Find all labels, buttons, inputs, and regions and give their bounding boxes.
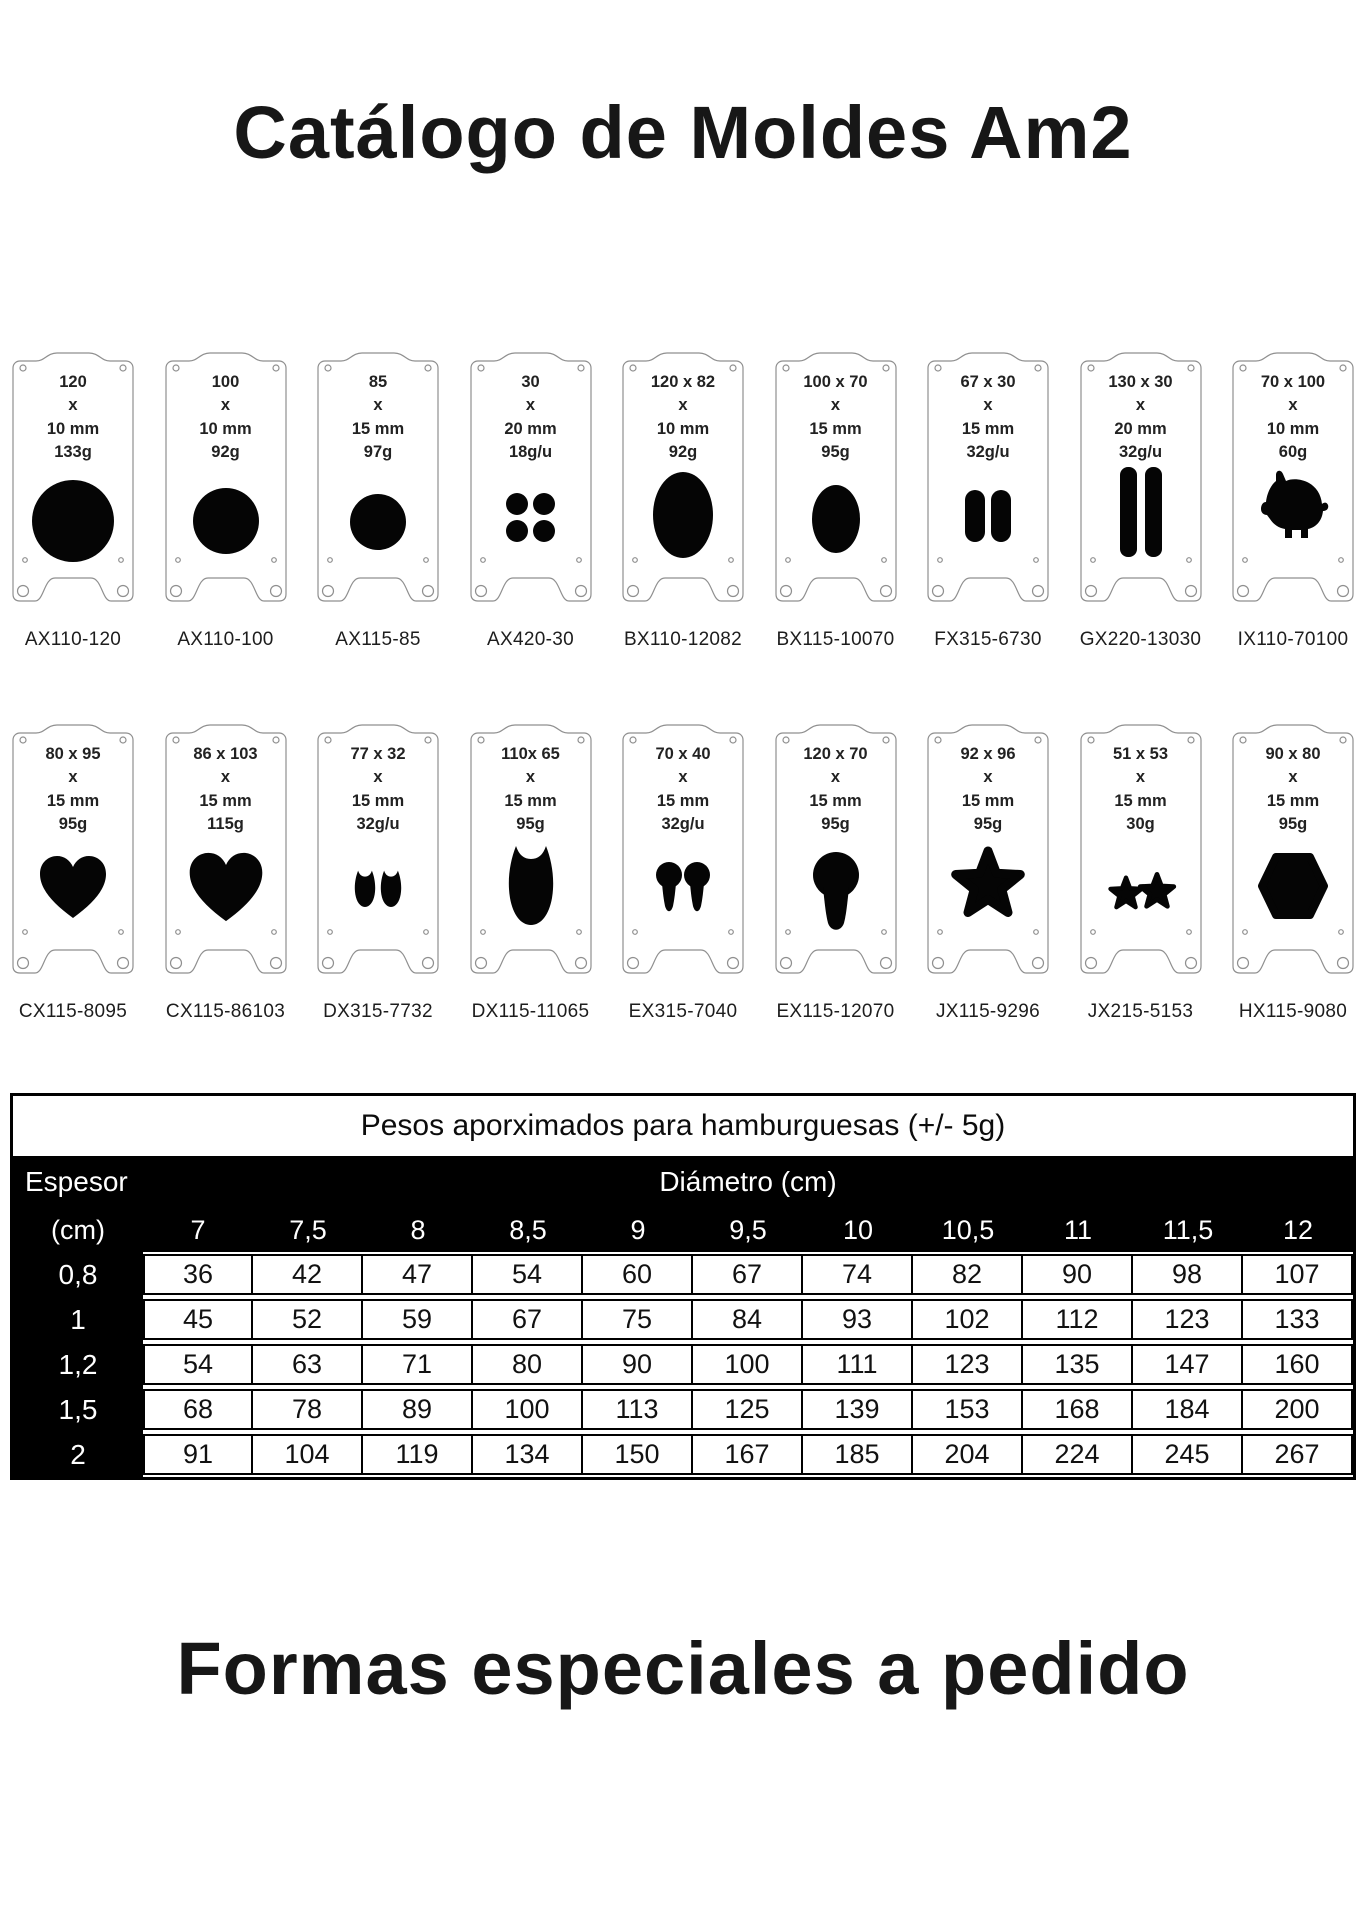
mold-code: CX115-8095 [18, 1001, 128, 1022]
weight-cell: 71 [363, 1342, 473, 1387]
mold-size-line: x [373, 396, 383, 415]
mold-size-line: 130 x 30 [1108, 373, 1173, 391]
mold-code: AX110-100 [177, 629, 274, 650]
diameter-col-header: 10 [842, 1214, 874, 1245]
mold-size-line: 20 mm [1114, 419, 1167, 438]
weight-cell: 75 [583, 1297, 693, 1342]
mold-code: CX115-86103 [165, 1001, 286, 1022]
mold-size-line: 15 mm [199, 791, 252, 810]
mold-code: AX110-120 [24, 629, 122, 650]
weight-cell: 112 [1023, 1297, 1133, 1342]
mold-size-line: 80 x 95 [45, 745, 101, 763]
mold-code: BX115-10070 [776, 629, 895, 650]
mold-plate [775, 351, 897, 603]
mold-size-line: 15 mm [1266, 791, 1320, 810]
row-header-group-label: Espesor [25, 1166, 128, 1197]
mold-size-line: x [525, 396, 536, 415]
mold-dimensions [1080, 743, 1202, 837]
mold-size-line: 133g [54, 443, 92, 462]
mold-plate [165, 723, 287, 975]
mold-code: HX115-9080 [1238, 1001, 1348, 1022]
weight-cell: 89 [363, 1387, 473, 1432]
mold-code: AX115-85 [335, 629, 421, 650]
mold-card [317, 723, 439, 1023]
mold-size-line: 95g [821, 443, 850, 462]
weight-cell: 42 [253, 1252, 363, 1297]
mold-size-line: 10 mm [46, 419, 100, 438]
mold-size-line: x [1135, 768, 1146, 787]
mold-size-line: 15 mm [656, 791, 710, 810]
mold-plate [1232, 723, 1354, 975]
diameter-col-header: 9,5 [729, 1214, 767, 1245]
page-title: Catálogo de Moldes Am2 [233, 91, 1133, 174]
mold-code: AX420-30 [487, 629, 574, 650]
mold-dimensions [927, 743, 1049, 837]
mold-size-line: 60g [1278, 443, 1308, 462]
mold-dimensions [12, 371, 134, 465]
mold-code: BX110-12082 [623, 629, 743, 650]
mold-size-line: 95g [1278, 815, 1308, 834]
mold-size-line: 15 mm [961, 791, 1015, 810]
mold-dimensions [165, 371, 287, 465]
mold-size-line: 92g [668, 443, 698, 462]
diameter-col-header: 10,5 [941, 1214, 995, 1245]
mold-dimensions [622, 743, 744, 837]
weight-cell: 59 [363, 1297, 473, 1342]
espesor-row-header: 2 [13, 1432, 143, 1477]
mold-size-line: 95g [821, 815, 850, 834]
mold-size-line: x [678, 768, 688, 787]
weight-cell: 167 [693, 1432, 803, 1477]
mold-size-line: 32g/u [966, 443, 1010, 462]
mold-size-line: 100 x 70 [803, 373, 868, 391]
mold-size-line: 15 mm [809, 791, 862, 810]
weight-cell: 107 [1243, 1252, 1353, 1297]
mold-size-line: 95g [973, 815, 1003, 834]
diameter-col-header: 7,5 [289, 1214, 327, 1245]
diameter-col-header: 8,5 [509, 1214, 547, 1245]
mold-size-line: 70 x 100 [1260, 373, 1326, 391]
mold-code: JX115-9296 [935, 1001, 1041, 1022]
diameter-col-header: 7 [190, 1214, 206, 1245]
diameter-col-header: 12 [1282, 1214, 1314, 1245]
weight-cell: 245 [1133, 1432, 1243, 1477]
mold-plate [927, 351, 1049, 603]
footer-note: Formas especiales a pedido [176, 1627, 1190, 1710]
mold-dimensions [165, 743, 287, 837]
mold-size-line: 51 x 53 [1112, 745, 1169, 763]
mold-plate [12, 723, 134, 975]
mold-card [12, 351, 134, 651]
weight-cell: 125 [693, 1387, 803, 1432]
mold-size-line: 15 mm [351, 419, 405, 438]
weight-cell: 200 [1243, 1387, 1353, 1432]
mold-size-line: 15 mm [504, 791, 557, 810]
weight-cell: 63 [253, 1342, 363, 1387]
espesor-row-header: 0,8 [13, 1252, 143, 1297]
weight-cell: 134 [473, 1432, 583, 1477]
diameter-col-header: 11 [1063, 1214, 1093, 1245]
mold-plate [317, 351, 439, 603]
mold-code: FX315-6730 [934, 629, 1042, 650]
weight-cell: 90 [1023, 1252, 1133, 1297]
diameter-col-header: 11,5 [1162, 1214, 1214, 1245]
mold-plate [622, 351, 744, 603]
mold-size-line: x [678, 396, 688, 415]
mold-dimensions [927, 371, 1049, 465]
mold-code: EX315-7040 [628, 1001, 738, 1022]
mold-card [927, 723, 1049, 1023]
weight-cell: 98 [1133, 1252, 1243, 1297]
mold-card [622, 723, 744, 1023]
mold-card [622, 351, 744, 651]
mold-dimensions [470, 371, 592, 465]
espesor-row-header: 1,2 [13, 1342, 143, 1387]
mold-size-line: 32g/u [1118, 443, 1163, 462]
mold-card [470, 723, 592, 1023]
mold-code: EX115-12070 [776, 1001, 895, 1022]
mold-plate [165, 351, 287, 603]
mold-plate [317, 723, 439, 975]
diameter-col-header: 9 [630, 1214, 646, 1245]
weight-cell: 153 [913, 1387, 1023, 1432]
mold-size-line: x [830, 768, 841, 787]
molds-row-2 [0, 723, 1366, 1023]
mold-plate [1232, 351, 1354, 603]
col-header-group-label: Diámetro (cm) [659, 1166, 837, 1197]
mold-size-line: x [983, 396, 993, 415]
weight-cell: 54 [473, 1252, 583, 1297]
mold-dimensions [622, 371, 744, 465]
mold-code: DX115-11065 [471, 1001, 590, 1022]
mold-plate [470, 723, 592, 975]
mold-card [1232, 723, 1354, 1023]
mold-size-line: 120 x 82 [650, 373, 716, 391]
mold-card [775, 723, 897, 1023]
weight-cell: 139 [803, 1387, 913, 1432]
mold-size-line: 32g/u [356, 815, 400, 834]
weights-table-title: Pesos aporximados para hamburguesas (+/- 5g) [13, 1096, 1353, 1156]
weight-cell: 135 [1023, 1342, 1133, 1387]
row-header-unit-label: (cm) [51, 1214, 105, 1245]
mold-size-line: x [983, 768, 993, 787]
mold-card [12, 723, 134, 1023]
weight-cell: 267 [1243, 1432, 1353, 1477]
weight-cell: 47 [363, 1252, 473, 1297]
mold-size-line: 10 mm [199, 419, 252, 438]
mold-size-line: 20 mm [504, 419, 557, 438]
mold-size-line: 120 [59, 373, 87, 391]
mold-card [1080, 723, 1202, 1023]
weight-cell: 111 [803, 1342, 913, 1387]
weight-cell: 224 [1023, 1432, 1133, 1477]
mold-size-line: 92 x 96 [960, 745, 1016, 763]
weights-table-header [13, 1156, 1353, 1252]
mold-plate [1080, 723, 1202, 975]
mold-plate [927, 723, 1049, 975]
mold-size-line: 15 mm [1114, 791, 1167, 810]
mold-size-line: x [68, 768, 78, 787]
weight-cell: 78 [253, 1387, 363, 1432]
mold-code: GX220-13030 [1079, 629, 1202, 650]
weight-cell: 90 [583, 1342, 693, 1387]
weight-cell: 119 [363, 1432, 473, 1477]
mold-code: JX215-5153 [1087, 1001, 1194, 1022]
mold-plate [12, 351, 134, 603]
mold-size-line: 67 x 30 [960, 373, 1016, 391]
mold-dimensions [1232, 371, 1354, 465]
weight-cell: 113 [583, 1387, 693, 1432]
mold-dimensions [470, 743, 592, 837]
molds-row-1 [0, 351, 1366, 651]
weight-cell: 100 [693, 1342, 803, 1387]
mold-card [927, 351, 1049, 651]
weight-cell: 54 [143, 1342, 253, 1387]
mold-dimensions [12, 743, 134, 837]
weight-cell: 52 [253, 1297, 363, 1342]
mold-size-line: 30g [1126, 815, 1155, 834]
mold-size-line: x [1288, 768, 1298, 787]
mold-size-line: x [373, 768, 383, 787]
mold-card [470, 351, 592, 651]
mold-size-line: x [830, 396, 841, 415]
mold-dimensions [317, 743, 439, 837]
mold-size-line: 15 mm [351, 791, 405, 810]
weight-cell: 82 [913, 1252, 1023, 1297]
mold-dimensions [1232, 743, 1354, 837]
weight-cell: 147 [1133, 1342, 1243, 1387]
mold-size-line: 85 [368, 373, 388, 391]
mold-plate [470, 351, 592, 603]
mold-size-line: x [220, 768, 231, 787]
weight-cell: 168 [1023, 1387, 1133, 1432]
mold-code: DX315-7732 [323, 1001, 433, 1022]
mold-size-line: 18g/u [508, 443, 553, 462]
weight-cell: 91 [143, 1432, 253, 1477]
mold-size-line: 95g [58, 815, 88, 834]
mold-size-line: 10 mm [656, 419, 710, 438]
mold-plate [1080, 351, 1202, 603]
mold-size-line: 15 mm [961, 419, 1015, 438]
mold-size-line: 15 mm [809, 419, 862, 438]
mold-card [317, 351, 439, 651]
weight-cell: 45 [143, 1297, 253, 1342]
weights-table-body [13, 1252, 1353, 1477]
weight-cell: 68 [143, 1387, 253, 1432]
weights-table [10, 1093, 1356, 1480]
mold-dimensions [317, 371, 439, 465]
weight-cell: 104 [253, 1432, 363, 1477]
mold-size-line: 92g [211, 443, 240, 462]
mold-size-line: 120 x 70 [803, 745, 868, 763]
weight-cell: 123 [1133, 1297, 1243, 1342]
mold-size-line: 77 x 32 [350, 745, 406, 763]
weight-cell: 67 [473, 1297, 583, 1342]
weight-cell: 102 [913, 1297, 1023, 1342]
mold-card [1080, 351, 1202, 651]
mold-size-line: 32g/u [661, 815, 705, 834]
mold-size-line: 100 [211, 373, 240, 391]
weight-cell: 93 [803, 1297, 913, 1342]
mold-size-line: 115g [207, 815, 244, 834]
mold-dimensions [775, 743, 897, 837]
mold-size-line: x [1135, 396, 1146, 415]
mold-size-line: 70 x 40 [655, 745, 711, 763]
mold-size-line: 95g [516, 815, 545, 834]
mold-size-line: 30 [521, 373, 540, 391]
weight-cell: 204 [913, 1432, 1023, 1477]
espesor-row-header: 1 [13, 1297, 143, 1342]
weight-cell: 74 [803, 1252, 913, 1297]
mold-size-line: x [68, 396, 78, 415]
mold-size-line: 10 mm [1266, 419, 1320, 438]
mold-size-line: 86 x 103 [193, 745, 258, 763]
weight-cell: 133 [1243, 1297, 1353, 1342]
weight-cell: 160 [1243, 1342, 1353, 1387]
weight-cell: 60 [583, 1252, 693, 1297]
mold-card [165, 723, 287, 1023]
weight-cell: 67 [693, 1252, 803, 1297]
mold-plate [775, 723, 897, 975]
mold-code: IX110-70100 [1237, 629, 1349, 650]
mold-size-line: 15 mm [46, 791, 100, 810]
weight-cell: 80 [473, 1342, 583, 1387]
weight-cell: 36 [143, 1252, 253, 1297]
mold-card [1232, 351, 1354, 651]
weight-cell: 100 [473, 1387, 583, 1432]
weight-cell: 123 [913, 1342, 1023, 1387]
mold-size-line: x [1288, 396, 1298, 415]
diameter-col-header: 8 [410, 1214, 426, 1245]
weight-cell: 84 [693, 1297, 803, 1342]
weight-cell: 185 [803, 1432, 913, 1477]
mold-size-line: x [220, 396, 231, 415]
espesor-row-header: 1,5 [13, 1387, 143, 1432]
mold-size-line: 110x 65 [501, 745, 560, 763]
mold-dimensions [1080, 371, 1202, 465]
mold-size-line: 97g [363, 443, 393, 462]
mold-card [775, 351, 897, 651]
mold-dimensions [775, 371, 897, 465]
mold-card [165, 351, 287, 651]
mold-plate [622, 723, 744, 975]
mold-size-line: x [525, 768, 536, 787]
weight-cell: 150 [583, 1432, 693, 1477]
weight-cell: 184 [1133, 1387, 1243, 1432]
mold-size-line: 90 x 80 [1265, 745, 1321, 763]
